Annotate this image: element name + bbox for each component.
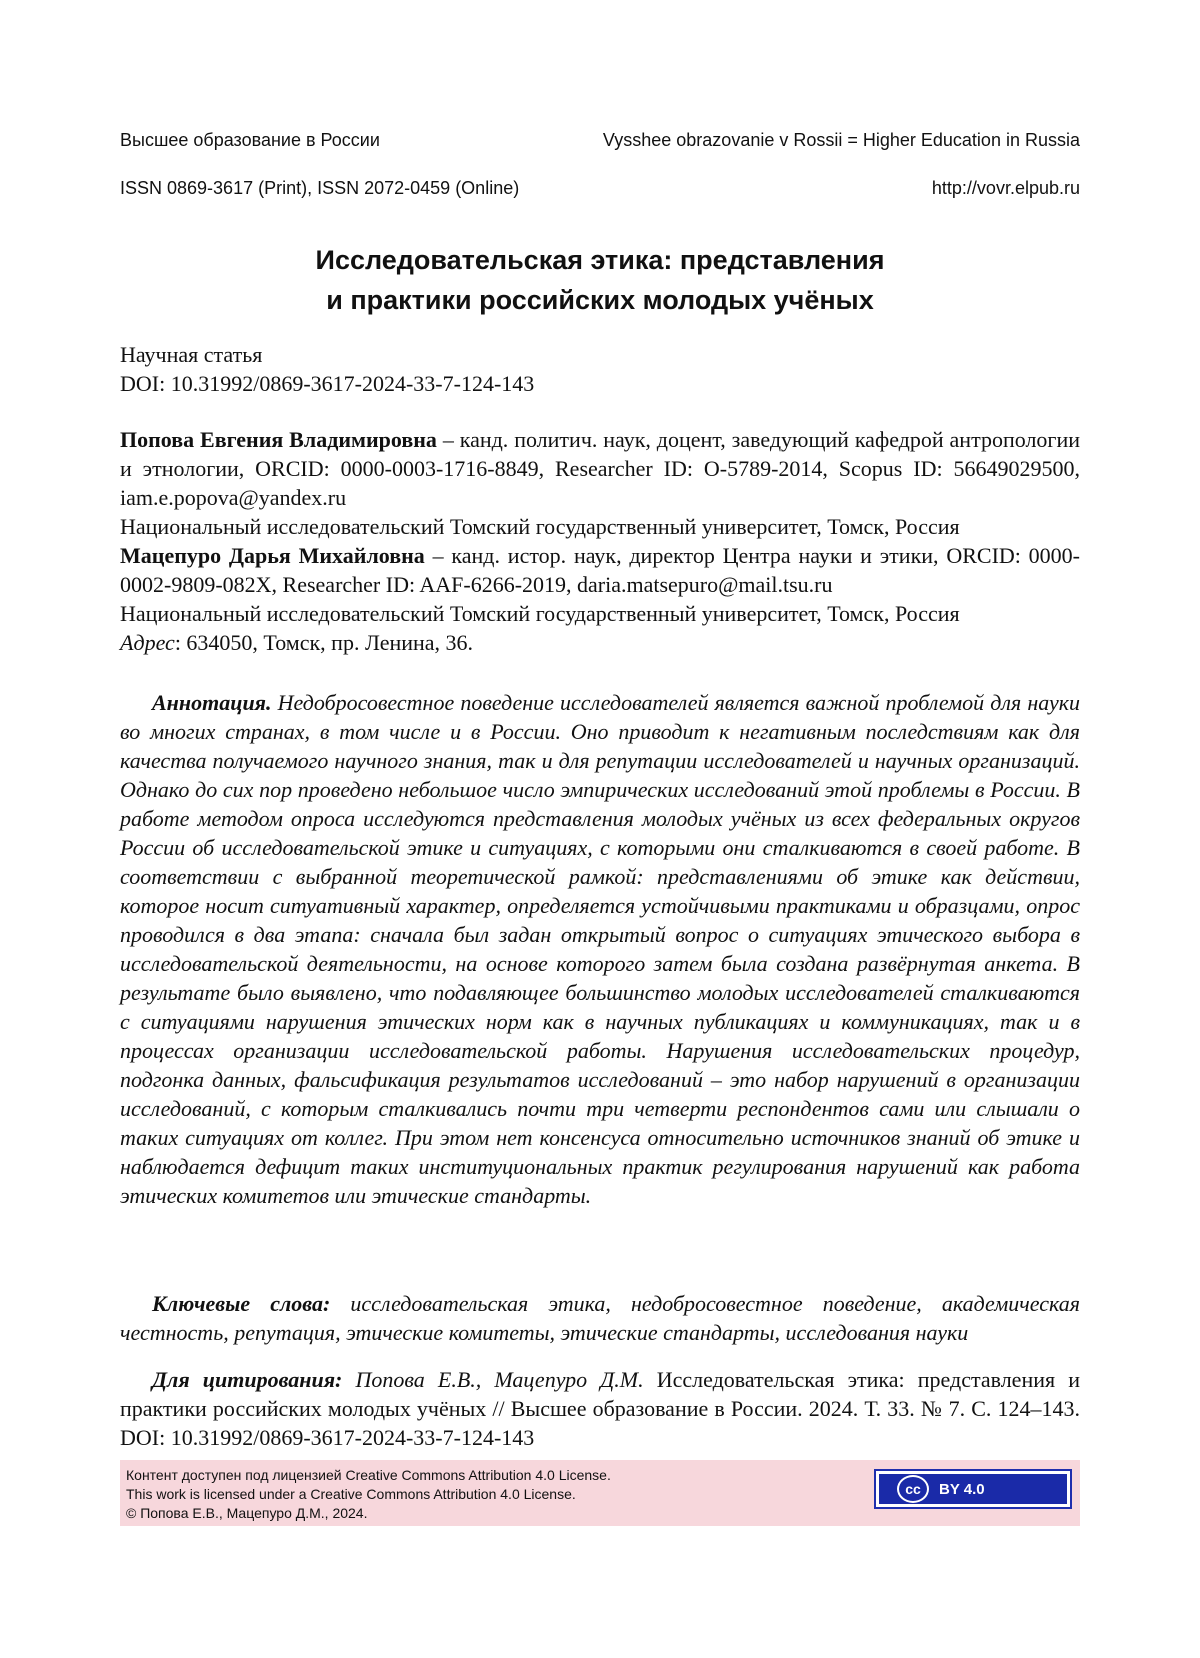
title-line-2: и практики российских молодых учёных (326, 285, 874, 315)
citation-label: Для цитирования: (152, 1367, 343, 1392)
author-1-affiliation: Национальный исследовательский Томский государственный университет, Томск, Россия (120, 514, 960, 539)
citation-text: Исследовательская этика: представления и практики российских молодых учёных // Высшее образование в России. 2024. Т. 33. № 7. С. 124–143. DOI: 10.31992/0869-3617-2024-33-7-124-143 (120, 1367, 1080, 1450)
author-2-name: Мацепуро Дарья Михайловна (120, 543, 425, 568)
cc-by-badge[interactable] (874, 1469, 1072, 1509)
author-1-name: Попова Евгения Владимировна (120, 427, 437, 452)
license-box (120, 1460, 1080, 1526)
address-label: Адрес (120, 630, 175, 655)
journal-header (120, 130, 1080, 151)
cc-by-label: BY 4.0 (939, 1480, 985, 1498)
article-meta (120, 340, 1080, 398)
citation-authors: Попова Е.В., Мацепуро Д.М. (342, 1367, 644, 1392)
journal-name-en: Vysshee obrazovanie v Rossii = Higher Education in Russia (602, 130, 1080, 150)
creative-commons-icon: cc (897, 1475, 929, 1503)
license-line-ru: Контент доступен под лицензией Creative Commons Attribution 4.0 License. (126, 1467, 611, 1483)
abstract (120, 688, 1080, 1210)
abstract-text: Недобросовестное поведение исследователей является важной проблемой для науки во многих странах, в том числе и в России. Оно приводит к негативным последствиям как для качества получаемого научного знания, так и для репутации исследователей и научных организаций. Однако до сих пор проведено небольшое число эмпирических исследований этой проблемы в России. В работе методом опроса исследуются представления молодых учёных из всех федеральных округов России об исследовательской этике и ситуациях, с которыми они сталкиваются в своей работе. В соответствии с выбранной теоретической рамкой: представлениями об этике как действии, которое носит ситуативный характер, определяется устойчивыми практиками и образцами, опрос проводился в два этапа: сначала был задан открытый вопрос о ситуациях этического выбора в исследовательской деятельности, на основе которого затем была создана развёрнутая анкета. В результате было выявлено, что подавляющее большинство молодых исследователей сталкиваются с ситуациями нарушения этических норм как в научных публикациях и коммуникациях, так и в процессах организации исследовательской работы. Нарушения исследовательских процедур, подгонка данных, фальсификация результатов исследований – это набор нарушений в организации исследований, с которым сталкивались почти три четверти респондентов сами или слышали о таких ситуациях от коллег. При этом нет консенсуса относительно источников знаний об этике и наблюдается дефицит таких институциональных практик регулирования нарушений как работа этических комитетов или этические стандарты. (120, 690, 1080, 1208)
license-text (126, 1466, 611, 1523)
title-line-1: Исследовательская этика: представления (315, 245, 885, 275)
author-2-details: – канд. истор. наук, директор Центра науки и этики, ORCID: 0000-0002-9809-082X, Researcher ID: AAF-6266-2019, daria.matsepuro@mail.tsu.ru (120, 543, 1081, 597)
article-doi[interactable]: DOI: 10.31992/0869-3617-2024-33-7-124-143 (120, 371, 535, 396)
author-1-details: – канд. политич. наук, доцент, заведующий кафедрой антропологии и этнологии, ORCID: 0000-0003-1716-8849, Researcher ID: O-5789-2014, Scopus ID: 56649029500, iam.e.popova@yandex.ru (120, 427, 1080, 510)
journal-url[interactable]: http://vovr.elpub.ru (931, 178, 1080, 198)
license-line-en: This work is licensed under a Creative Commons Attribution 4.0 License. (126, 1486, 576, 1502)
authors-block (120, 425, 1080, 657)
author-2-affiliation: Национальный исследовательский Томский государственный университет, Томск, Россия (120, 601, 960, 626)
issn-header (120, 178, 1080, 199)
citation (120, 1365, 1080, 1452)
keywords (120, 1289, 1080, 1347)
address-value: : 634050, Томск, пр. Ленина, 36. (174, 630, 474, 655)
author-1 (120, 425, 1080, 512)
issn-text: ISSN 0869-3617 (Print), ISSN 2072-0459 (Online) (120, 178, 520, 198)
journal-name-ru: Высшее образование в России (120, 130, 380, 150)
keywords-text: исследовательская этика, недобросовестное поведение, академическая честность, репутация, этические комитеты, этические стандарты, исследования науки (120, 1291, 1080, 1345)
article-type: Научная статья (120, 342, 263, 367)
keywords-label: Ключевые слова: (152, 1291, 331, 1316)
abstract-label: Аннотация. (152, 690, 272, 715)
address (120, 628, 1080, 657)
copyright-line: © Попова Е.В., Мацепуро Д.М., 2024. (126, 1505, 368, 1521)
article-title (120, 240, 1080, 320)
author-2 (120, 541, 1080, 599)
cc-badge-inner (879, 1474, 1067, 1504)
